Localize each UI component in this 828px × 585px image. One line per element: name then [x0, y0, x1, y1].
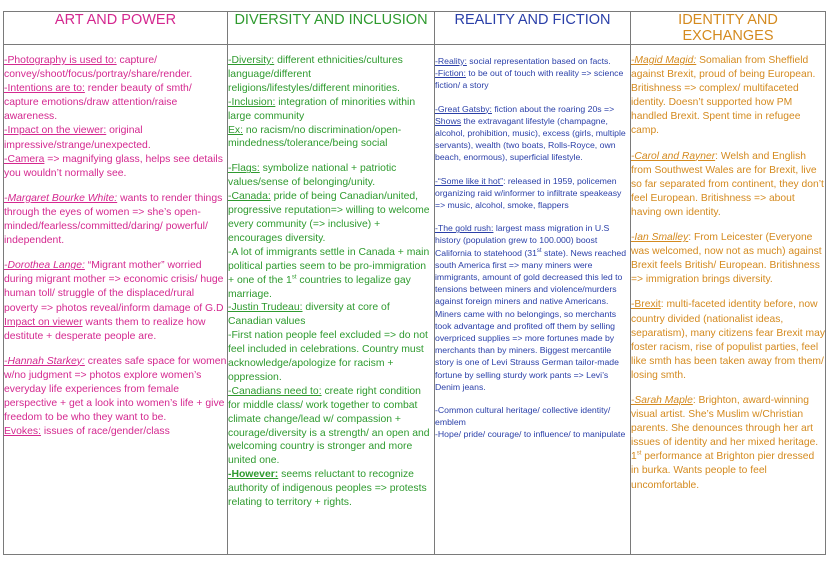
canadians-need-entry [228, 385, 434, 468]
lange-impact-label: Impact on viewer [4, 316, 83, 328]
trudeau-label: -Justin Trudeau: [228, 302, 303, 314]
example-label: Ex: [228, 124, 244, 136]
first-nation-entry: -First nation people feel excluded => do not feel included in celebrations. Country must acknowledge/apologize for racism + oppression. [228, 330, 428, 383]
impact-entry [4, 124, 227, 152]
evokes-entry [4, 425, 227, 439]
canadians-need-label: -Canadians need to: [228, 385, 322, 397]
gold-rush-superscript: st [536, 247, 542, 254]
flags-entry [228, 162, 434, 190]
canada-label: -Canada: [228, 191, 271, 203]
gold-rush-text-1: largest mass migration in U.S history (population grew to 100.000) boost California to statehood (31 [435, 223, 610, 258]
sarah-maple-text-1: : Brighton, award-winning visual artist. She’s Muslim w/Christian parents. She denounces through her art issues of identity and her mixed heritage. 1 [631, 394, 819, 463]
gold-rush-text-2: state). News reached south America first => many miners were immigrants, amount of gold decreased this led to tensions between miners and violence/murders against foreign miners and native Americans. Miners came with no belongings, so merchants took advantage and profited off them by selling overpriced supplies => more fortunes made by merchants than by miners. Biggest mercantile story is one of Levi Strauss German tailor-made fortune by selling sturdy work pants => Levi’s Denim jeans. [435, 247, 627, 392]
carol-rayner-text: : Welsh and English from Southwest Wales are for Brexit, live so far separated from continent, they don’t feel European. Britishness => about having own identity. [631, 150, 824, 218]
immigrants-entry [228, 246, 434, 302]
trudeau-text: diversity at core of Canadian values [228, 302, 390, 328]
notes-table [3, 11, 826, 555]
shows-label: Shows [435, 115, 462, 126]
ian-smalley-name: -Ian Smalley [631, 232, 689, 244]
some-like-it-hot-text: : released in 1959, policemen organizing raid w/informer to infiltrate speakeasy => music, alcohol, smoke, flappers [435, 175, 622, 211]
reality-and-fiction-column [435, 45, 631, 555]
canadians-need-text: create right condition for middle class/ work together to combat climate change/lead w/ compassion + courage/diversity is a strength/ an open and welcoming country is stronger and more united one. [228, 385, 430, 467]
diversity-text: different ethnicities/cultures language/different religions/lifestyles/different minorities. [228, 55, 403, 94]
magid-entry [631, 54, 825, 139]
header-identity-and-exchanges: IDENTITY AND EXCHANGES [631, 12, 826, 45]
sarah-maple-name: -Sarah Maple [631, 394, 693, 406]
heritage-entry: -Common cultural heritage/ collective identity/ emblem [435, 405, 611, 428]
ian-smalley-entry [631, 231, 825, 287]
flags-text: symbolize national + patriotic values/sense of belonging/unity. [228, 163, 397, 189]
header-reality-and-fiction: REALITY AND FICTION [435, 12, 631, 45]
brexit-text: : multi-faceted identity before, now country divided (nationalist ideas, separatism), many citizens fear Brexit may foster racism, rise of populist parties, feel like smth has been taken away from them/ losing smth. [631, 299, 825, 381]
gatsby-label: -Great Gatsby: [435, 103, 492, 114]
reality-label: -Reality: [435, 56, 467, 66]
inclusion-text: integration of minorities within large community [228, 96, 416, 122]
lange-text: “Migrant mother” worried during migrant mother => economic crisis/ huge human toll/ struggle of the displaced/rural poverty => photos reveal/inform damage of G.D [4, 260, 224, 314]
canada-text: pride of being Canadian/united, progressive reputation=> willing to welcome every community (=> inclusive) + encourages diversity. [228, 191, 430, 244]
immigrants-text-before: -A lot of immigrants settle in Canada + main political parties seem to be pro-immigration + one of the 1 [228, 246, 430, 286]
camera-text: => magnifying glass, helps see details you wouldn’t normally see. [4, 153, 223, 179]
impact-label: -Impact on the viewer: [4, 125, 107, 137]
starkey-text: creates safe space for women w/no judgment => photos explore women’s everyday life experiences from female perspective + get a look into women’s life + give freedom to be who they want to be. [4, 355, 227, 424]
ian-smalley-text: : From Leicester (Everyone was welcomed, now not as much) against Brexit feels British/ European. Britishness => immigration brings diversity. [631, 232, 822, 286]
sarah-maple-superscript: st [636, 450, 642, 457]
inclusion-label: -Inclusion: [228, 96, 276, 108]
intentions-entry [4, 82, 227, 124]
header-diversity-and-inclusion: DIVERSITY AND INCLUSION [228, 12, 435, 45]
brexit-entry [631, 298, 825, 383]
starkey-name: -Hannah Starkey: [4, 355, 85, 367]
evokes-text: issues of race/gender/class [40, 426, 170, 438]
hope-entry: -Hope/ pride/ courage/ to influence/ to manipulate [435, 429, 626, 440]
sarah-maple-text-2: performance at Brighton pier dressed in burka. Wants people to feel uncomfortable. [631, 451, 815, 491]
canada-entry [228, 190, 434, 246]
camera-label: -Camera [4, 153, 45, 165]
magid-text: Somalian from Sheffield against Brexit, proud of being European. Britishness => complex/ multifaceted identity. Doesn’t supported how PM handled Brexit. Spent time in refugee camp. [631, 55, 816, 137]
art-and-power-column [4, 45, 228, 555]
gatsby-entry [435, 103, 630, 164]
photography-label: -Photography is used to: [4, 55, 117, 66]
intentions-label: -Intentions are to: [4, 83, 85, 95]
bourke-white-entry [4, 192, 227, 248]
diversity-and-inclusion-column [228, 45, 435, 555]
carol-rayner-name: -Carol and Rayner [631, 150, 716, 162]
some-like-it-hot-entry [435, 175, 630, 212]
fiction-text: to be out of touch with reality => science fiction/ a story [435, 68, 624, 91]
fiction-entry [435, 67, 630, 91]
some-like-it-hot-label: -“Some like it hot” [435, 175, 504, 186]
trudeau-entry [228, 301, 434, 329]
intentions-text: render beauty of smth/ capture emotions/draw attention/raise awareness. [4, 83, 192, 123]
gatsby-text-2: the extravagant lifestyle (champagne, alcohol, prohibition, music), excess (girls, multiple servants), wealth (two boats, Rolls-Royce, own beach, enormous), superficial lifestyle. [435, 115, 626, 163]
brexit-label: -Brexit [631, 299, 661, 311]
fiction-label: -Fiction: [435, 68, 466, 79]
however-entry [228, 468, 434, 510]
reality-entry [435, 55, 630, 67]
reality-text: social representation based on facts. [466, 56, 611, 66]
lange-impact-entry [4, 316, 227, 344]
identity-and-exchanges-column [631, 45, 826, 555]
content-row [4, 45, 826, 555]
diversity-label: -Diversity: [228, 55, 275, 66]
immigrants-text-after: countries to legalize gay marriage. [228, 274, 411, 300]
photography-entry [4, 54, 227, 82]
sarah-maple-entry [631, 394, 825, 493]
however-label: -However: [228, 469, 279, 481]
bourke-white-name: -Margaret Bourke White: [4, 192, 118, 204]
camera-entry [4, 153, 227, 181]
starkey-entry [4, 355, 227, 425]
gatsby-text-1: fiction about the roaring 20s => [491, 103, 615, 114]
flags-label: -Flags: [228, 163, 260, 175]
however-text: seems reluctant to recognize authority of indigenous peoples => protests relating to territory + rights. [228, 469, 427, 509]
example-text: no racism/no discrimination/open-mindedness/tolerance/being social [228, 124, 402, 150]
diversity-entry [228, 54, 434, 96]
notes-sheet [3, 11, 825, 555]
photography-text: capture/ convey/shoot/focus/portray/share/render. [4, 55, 193, 81]
lange-name: -Dorothea Lange: [4, 260, 85, 272]
header-row [4, 12, 826, 45]
gold-rush-label: -The gold rush: [435, 223, 494, 234]
evokes-label: Evokes: [4, 426, 41, 438]
header-art-and-power: ART AND POWER [4, 12, 228, 45]
lange-entry [4, 259, 227, 315]
bourke-white-text: wants to render things through the eyes of women => she’s open-minded/fearless/committed/daring/ powerful/ independent. [4, 192, 223, 247]
inclusion-entry [228, 96, 434, 124]
carol-rayner-entry [631, 150, 825, 220]
impact-text: original impressive/strange/unexpected. [4, 125, 151, 151]
magid-name: -Magid Magid: [631, 55, 697, 66]
lange-impact-text: wants them to realize how destitute + desperate people are. [4, 316, 206, 342]
example-entry [228, 124, 434, 152]
gold-rush-entry [435, 222, 630, 393]
immigrants-superscript: st [291, 274, 297, 281]
